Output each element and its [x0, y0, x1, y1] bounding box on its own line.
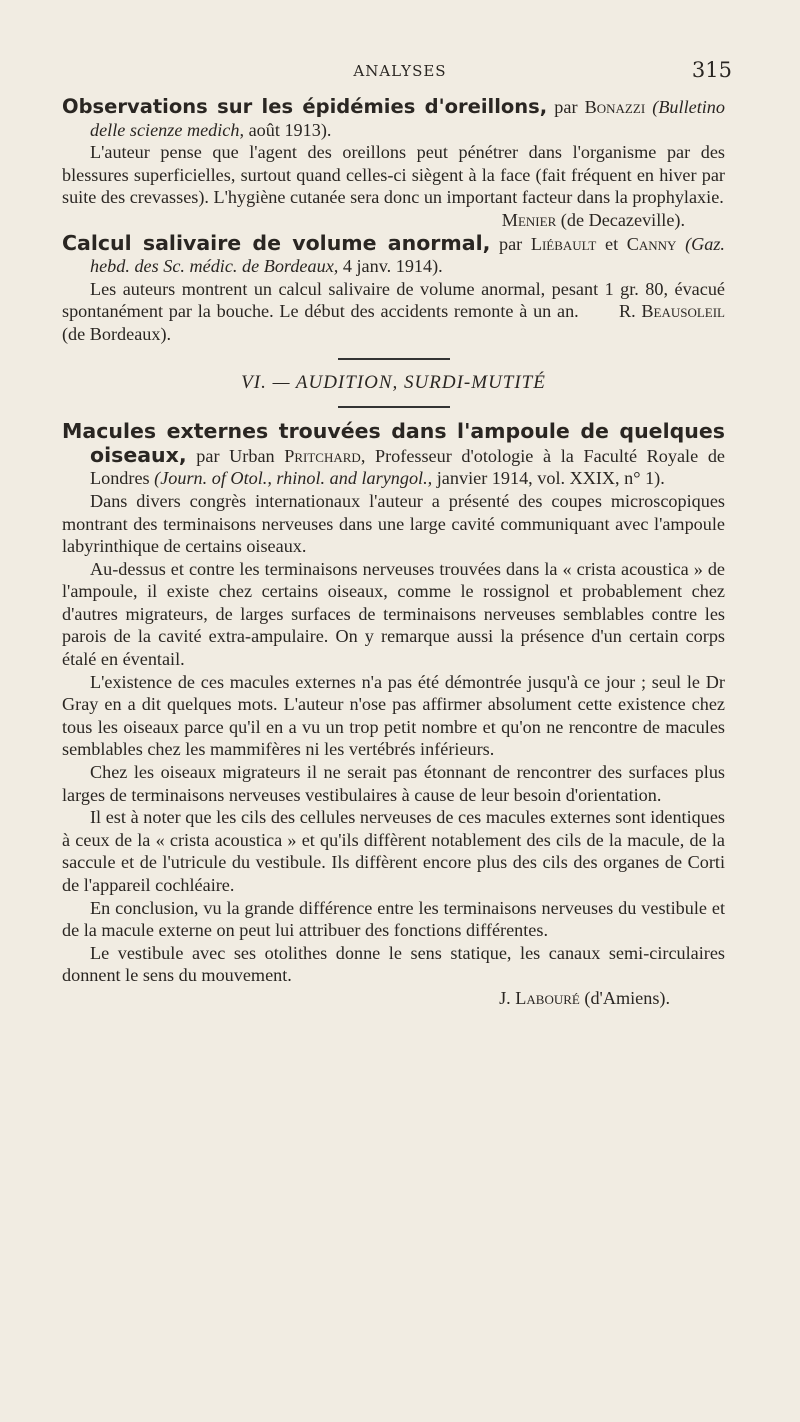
article-2-body-text: Les auteurs montrent un calcul salivaire de volume anormal, pesant 1 gr. 80, évacué spontanément par la bouche. Le début des accidents remonte à un an.: [62, 278, 725, 322]
article-1-reviewer: Menier: [501, 209, 557, 230]
article-2-author-2: Canny: [626, 233, 677, 254]
article-3-paragraph: Dans divers congrès internationaux l'auteur a présenté des coupes microscopiques montrant des terminaisons nerveuses dans une large cavité communiquant avec l'ampoule labyrinthique de certains oiseaux.: [62, 490, 725, 557]
article-2-by: par: [490, 233, 531, 254]
article-3-author: Pritchard: [284, 445, 361, 466]
article-3-paragraph: Au-dessus et contre les terminaisons nerveuses trouvées dans la « crista acoustica » de l'ampoule, il existe chez certains oiseaux, comme le rossignol et probablement chez d'autres migrateurs, de larges surfaces de terminaisons nerveuses semblables contre les parois de la cavité extra-ampulaire. On y remarque aussi la présence d'un certain corps étalé en éventail.: [62, 558, 725, 670]
article-2-body: [62, 278, 725, 346]
article-2-date: 4 janv. 1914).: [338, 256, 443, 277]
running-head-title: ANALYSES: [353, 62, 447, 80]
running-head: [62, 58, 738, 86]
article-3-paragraph: Il est à noter que les cils des cellules nerveuses de ces macules externes sont identiques à ceux de la « crista acoustica » et qu'ils diffèrent notablement des cils de la macule, de la saccule et de l'utricule du vestibule. Ils diffèrent encore plus des cils des organes de Corti de l'appareil cochléaire.: [62, 807, 725, 895]
article-3-reviewer: J. Labouré: [499, 987, 580, 1008]
article-3-title: Macules externes trouvées dans l'ampoule de quelques oiseaux,: [62, 419, 725, 467]
article-3-paragraph: Le vestibule avec ses otolithes donne le sens statique, les canaux semi-circulaires donnent le sens du mouvement.: [62, 942, 725, 986]
article-3-paragraph: L'existence de ces macules externes n'a pas été démontrée jusqu'à ce jour ; seul le Dr Gray en a dit quelques mots. L'auteur n'ose pas affirmer absolument cette existence chez tous les oiseaux parce qu'il en a vu un trop petit nombre et qu'on ne rencontre de macules semblables chez les mammifères ni les vertébrés inférieurs.: [62, 671, 725, 760]
article-3-signature: [62, 987, 725, 1010]
article-2-author: Liébault: [530, 233, 597, 254]
article-1-date: août 1913).: [244, 119, 332, 140]
article-2-heading: [62, 232, 725, 278]
article-2-reviewer-place: (de Bordeaux).: [62, 323, 172, 344]
article-3-paragraph: Chez les oiseaux migrateurs il ne serait pas étonnant de rencontrer des surfaces plus larges de terminaisons nerveuses vestibulaires à cause de leur besoin d'orientation.: [62, 762, 725, 805]
article-3-paragraph: En conclusion, vu la grande différence entre les terminaisons nerveuses du vestibule et de la macule externe on peut lui attribuer des fonctions différentes.: [62, 897, 725, 941]
article-2-and: et: [596, 233, 627, 254]
page-number: 315: [691, 58, 732, 82]
article-1-title: Observations sur les épidémies d'oreillons,: [62, 95, 548, 118]
article-3-by: par Urban: [186, 445, 285, 466]
article-1-by: par: [547, 97, 585, 117]
section-rule-top: [338, 358, 450, 360]
article-3-journal: (Journ. of Otol., rhinol. and laryngol.,: [154, 468, 433, 489]
article-1-journal: (Bulletino delle scienze medich,: [90, 97, 725, 140]
section-title: VI. — AUDITION, SURDI-MUTITÉ: [241, 371, 546, 393]
article-2-journal: (Gaz. hebd. des Sc. médic. de Bordeaux,: [90, 233, 725, 277]
page-body: [62, 96, 725, 1010]
article-2-title: Calcul salivaire de volume anormal,: [62, 230, 491, 255]
article-1-reviewer-place: (de Decazeville).: [556, 209, 685, 230]
article-2-reviewer: R. Beausoleil: [618, 301, 725, 322]
article-1-signature: [62, 209, 725, 232]
article-3-reviewer-place: (d'Amiens).: [579, 987, 670, 1008]
article-3-heading: [62, 420, 725, 490]
article-1-body: L'auteur pense que l'agent des oreillons peut pénétrer dans l'organisme par des blessures superficielles, surtout quand celles-ci siègent à la face (fait fréquent en hiver par suite des crevasses). L'hygiène cutanée sera donc un important facteur dans la prophylaxie.: [62, 142, 725, 208]
article-1-heading: [62, 96, 725, 141]
section-rule-bottom: [338, 406, 450, 408]
article-1-author: Bonazzi: [584, 97, 646, 117]
article-3-date: janvier 1914, vol. XXIX, n° 1).: [432, 468, 665, 489]
article-3-author-role: , Professeur d'otologie à la Faculté Royale de Londres: [90, 445, 725, 489]
